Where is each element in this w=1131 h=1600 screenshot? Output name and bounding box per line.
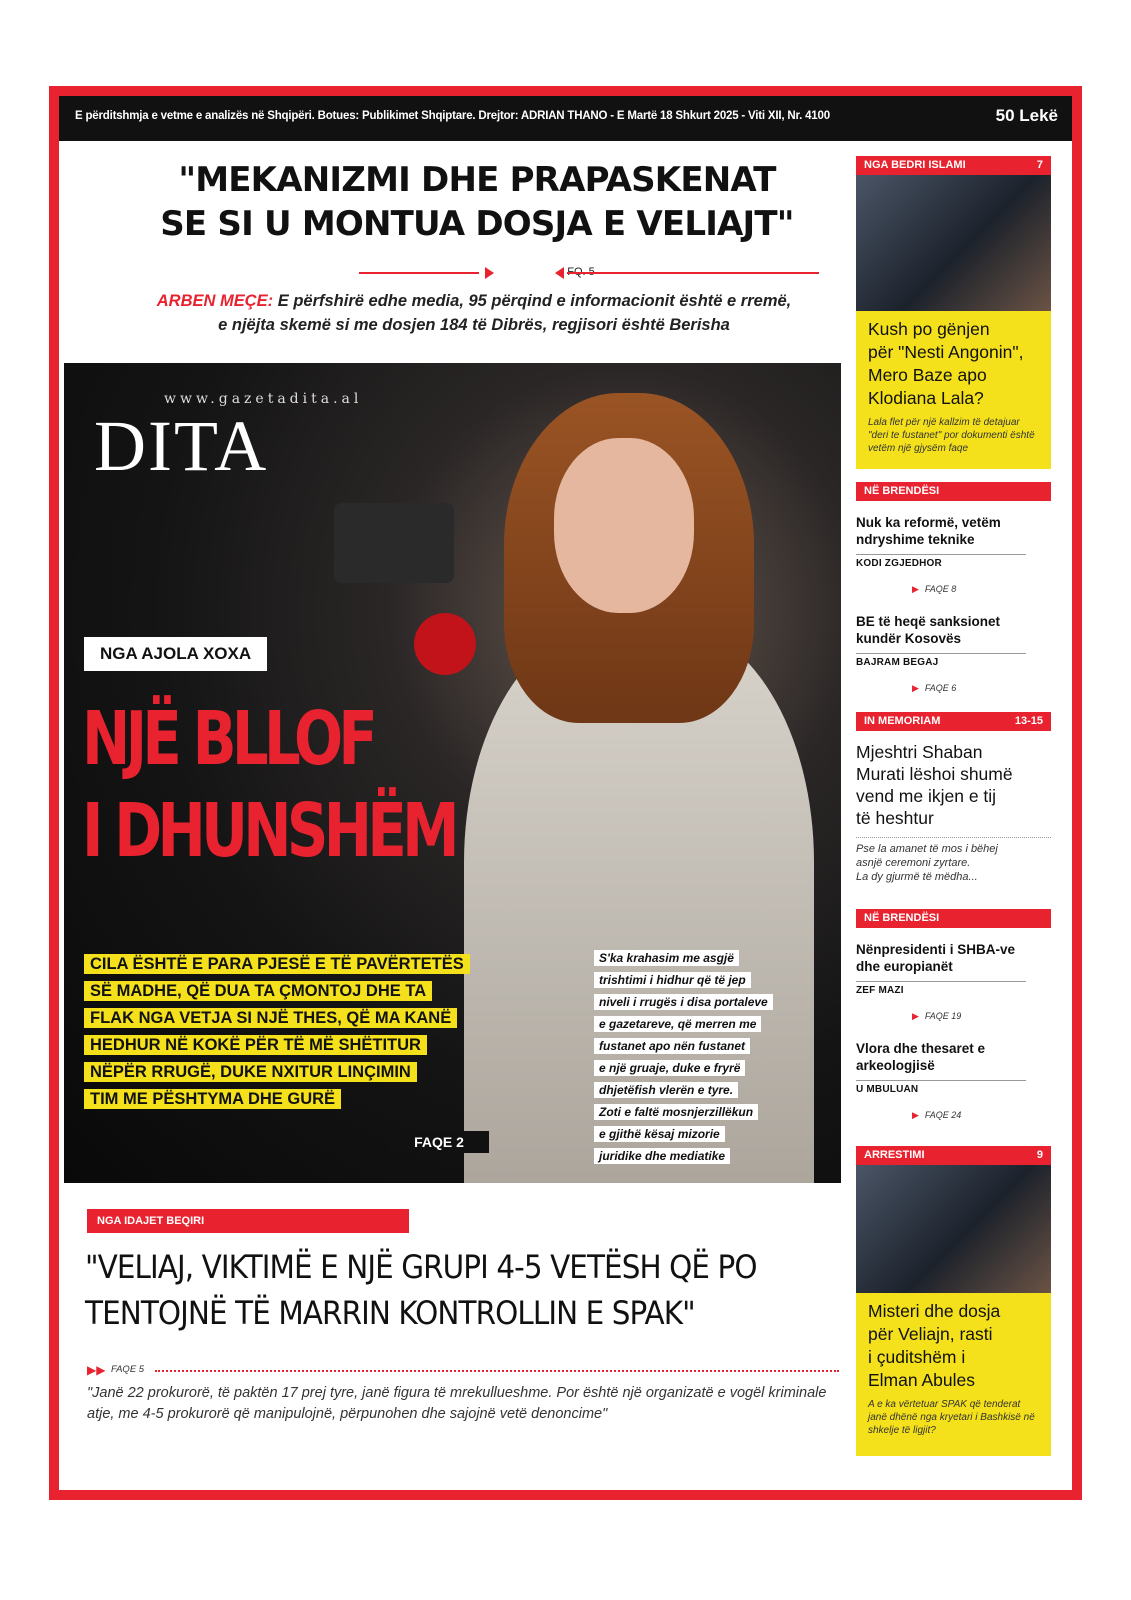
sidebar-inside1-item[interactable]: [856, 613, 1026, 694]
logo-url: www.gazetadita.al: [164, 391, 363, 407]
sub-text: E përfshirë edhe media, 95 përqind e informacionit është e rremë,: [277, 292, 792, 310]
hero-headline: [82, 693, 455, 877]
title-line: Mjeshtri Shaban: [856, 742, 983, 762]
hero-byline: NGA AJOLA XOXA: [84, 637, 267, 671]
side-quote-line: juridike dhe mediatike: [594, 1148, 730, 1164]
desc-line: La dy gjurmë të mëdha...: [856, 871, 978, 883]
sidebar-box1[interactable]: [856, 311, 1051, 469]
side-quote-line: e një gruaje, duke e fryrë: [594, 1060, 745, 1076]
item-title: Nënpresidenti i SHBA-ve dhe europianët: [856, 942, 1016, 974]
section-label: NË BRENDËSI: [864, 485, 940, 497]
item-author: BAJRAM BEGAJ: [856, 653, 1026, 668]
title-line: vend me ikjen e tij: [856, 786, 997, 806]
sidebar-photo-portraits: [856, 175, 1051, 311]
memoriam-desc: [856, 837, 1051, 884]
divider-line: [567, 272, 819, 274]
sidebar-box2-title: [868, 1300, 1039, 1392]
price-label: 50 Lekë: [995, 106, 1058, 125]
title-line: për Veliajn, rasti: [868, 1324, 993, 1344]
title-line: Klodiana Lala?: [868, 388, 984, 408]
top-headline-line: SE SI U MONTUA DOSJA E VELIAJT": [160, 204, 794, 244]
page-border: [49, 86, 1082, 1500]
dotted-divider: [155, 1370, 839, 1372]
bottom-headline-line: "VELIAJ, VIKTIMË E NJË GRUPI 4-5 VETËSH QË PO: [85, 1248, 757, 1286]
sidebar-inside1-item[interactable]: [856, 514, 1026, 595]
arrow-left-icon: [555, 267, 564, 279]
top-headline-line: "MEKANIZMI DHE PRAPASKENAT: [178, 160, 776, 200]
quote-line: HEDHUR NË KOKË PËR TË MË SHËTITUR: [84, 1035, 427, 1055]
sub-author: ARBEN MEÇE:: [156, 292, 274, 310]
divider-line: [359, 272, 479, 274]
desc-line: Pse la amanet të mos i bëhej: [856, 843, 998, 855]
page-number: 13-15: [1014, 715, 1043, 727]
quote-line: FLAK NGA VETJA SI NJË THES, QË MA KANË: [84, 1008, 457, 1028]
page-number: 7: [1036, 159, 1043, 171]
sidebar-box2-header: [856, 1146, 1051, 1165]
quote-line: NËPËR RRUGË, DUKE NXITUR LINÇIMIN: [84, 1062, 417, 1082]
title-line: Elman Abules: [868, 1370, 976, 1390]
page-number: 9: [1036, 1149, 1043, 1161]
side-quote-line: e gjithë kësaj mizorie: [594, 1126, 725, 1142]
bottom-byline: NGA IDAJET BEQIRI: [87, 1209, 409, 1233]
title-line: të heshtur: [856, 808, 934, 828]
masthead-info: E përditshmja e vetme e analizës në Shqipëri. Botues: Publikimet Shqiptare. Drejtor: ADRIAN THANO - E Martë 18 Shkurt 2025 - Viti XII, Nr. 4100: [75, 110, 830, 122]
item-page-ref: ▶ FAQE 8: [912, 584, 1026, 595]
hero-headline-line: I DHUNSHËM: [82, 788, 455, 874]
front-page: [59, 96, 1072, 1490]
side-quote-line: e gazetareve, që merren me: [594, 1016, 761, 1032]
sidebar-inside2-item[interactable]: [856, 1040, 1026, 1121]
arrow-right-icon: [485, 267, 494, 279]
sidebar-inside1-header: [856, 482, 1051, 501]
hero-headline-line: NJË BLLOF: [82, 696, 374, 782]
side-quote-line: Zoti e faltë mosnjerzillëkun: [594, 1104, 758, 1120]
item-author: ZEF MAZI: [856, 981, 1026, 996]
bottom-headline[interactable]: [85, 1244, 803, 1336]
desc-line: asnjë ceremoni zyrtare.: [856, 857, 971, 869]
sidebar-photo-arrest: [856, 1165, 1051, 1293]
sidebar-box2-desc: A e ka vërtetuar SPAK që tenderat janë dhënë nga kryetari i Bashkisë në shkelje të ligjit?: [868, 1399, 1035, 1436]
title-line: për "Nesti Angonin",: [868, 342, 1024, 362]
quote-line: SË MADHE, QË DUA TA ÇMONTOJ DHE TA: [84, 981, 432, 1001]
bottom-headline-line: TENTOJNË TË MARRIN KONTROLLIN E SPAK": [85, 1294, 695, 1332]
hero-side-quote: [594, 947, 824, 1167]
side-quote-line: niveli i rrugës i disa portaleve: [594, 994, 773, 1010]
title-line: Misteri dhe dosja: [868, 1301, 1001, 1321]
memoriam-title: [856, 741, 1051, 829]
hero-quote: [84, 951, 544, 1113]
sidebar-box2[interactable]: [856, 1293, 1051, 1456]
sidebar-memoriam-header: [856, 712, 1051, 731]
masthead-strip: [59, 96, 1072, 141]
section-label: ARRESTIMI: [864, 1149, 925, 1161]
section-label: IN MEMORIAM: [864, 715, 941, 727]
sidebar-memoriam[interactable]: [856, 741, 1051, 884]
item-title: BE të heqë sanksionet kundër Kosovës: [856, 614, 1001, 646]
title-line: Kush po gënjen: [868, 319, 990, 339]
photo-figure-face: [554, 438, 694, 613]
photo-microphone: [414, 613, 476, 675]
title-line: i çuditshëm i: [868, 1347, 966, 1367]
sidebar-inside2-header: [856, 909, 1051, 928]
section-label: NGA BEDRI ISLAMI: [864, 159, 966, 171]
hero-photo[interactable]: [64, 363, 841, 1183]
sidebar-box1-header: [856, 156, 1051, 175]
top-headline[interactable]: [77, 158, 877, 246]
sidebar-inside2-item[interactable]: [856, 941, 1026, 1022]
item-title: Nuk ka reformë, vetëm ndryshime teknike: [856, 515, 1001, 547]
bottom-desc: "Janë 22 prokurorë, të paktën 17 prej tyre, janë figura të mrekullueshme. Por është një organizatë e vogël kriminale atje, me 4-5 prokurorë që manipulojnë, përpunohen dhe sajojnë vetë denoncime": [87, 1385, 827, 1422]
side-quote-line: dhjetëfish vlerën e tyre.: [594, 1082, 738, 1098]
item-page-ref: ▶ FAQE 19: [912, 1011, 1026, 1022]
side-quote-line: fustanet apo nën fustanet: [594, 1038, 750, 1054]
top-subheadline: [79, 289, 869, 337]
double-arrow-icon: ▶▶: [87, 1363, 106, 1377]
page-ref-label: FAQE 5: [111, 1364, 145, 1375]
title-line: Mero Baze apo: [868, 365, 987, 385]
title-line: Murati lëshoi shumë: [856, 764, 1013, 784]
quote-line: CILA ËSHTË E PARA PJESË E TË PAVËRTETËS: [84, 954, 470, 974]
photo-camera: [334, 503, 454, 583]
sub-text: e njëjta skemë si me dosjen 184 të Dibrës, regjisori është Berisha: [218, 316, 730, 334]
section-label: NË BRENDËSI: [864, 912, 940, 924]
sidebar-box1-desc: Lala flet për një kallzim të detajuar "deri te fustanet" por dokumenti është vetëm një gjysëm faqe: [868, 417, 1035, 454]
bottom-page-ref: [87, 1363, 839, 1377]
item-title: Vlora dhe thesaret e arkeologjisë: [856, 1041, 986, 1073]
item-page-ref: ▶ FAQE 6: [912, 683, 1026, 694]
item-author: KODI ZGJEDHOR: [856, 554, 1026, 569]
quote-line: TIM ME PËSHTYMA DHE GURË: [84, 1089, 341, 1109]
hero-page-ref[interactable]: FAQE 2: [389, 1131, 489, 1153]
side-quote-line: trishtimi i hidhur që të jep: [594, 972, 751, 988]
item-page-ref: ▶ FAQE 24: [912, 1110, 1026, 1121]
item-author: U MBULUAN: [856, 1080, 1026, 1095]
top-page-ref: [359, 263, 819, 283]
side-quote-line: S'ka krahasim me asgjë: [594, 950, 739, 966]
dita-logo: DITA: [94, 406, 269, 486]
sidebar-box1-title: [868, 318, 1039, 410]
